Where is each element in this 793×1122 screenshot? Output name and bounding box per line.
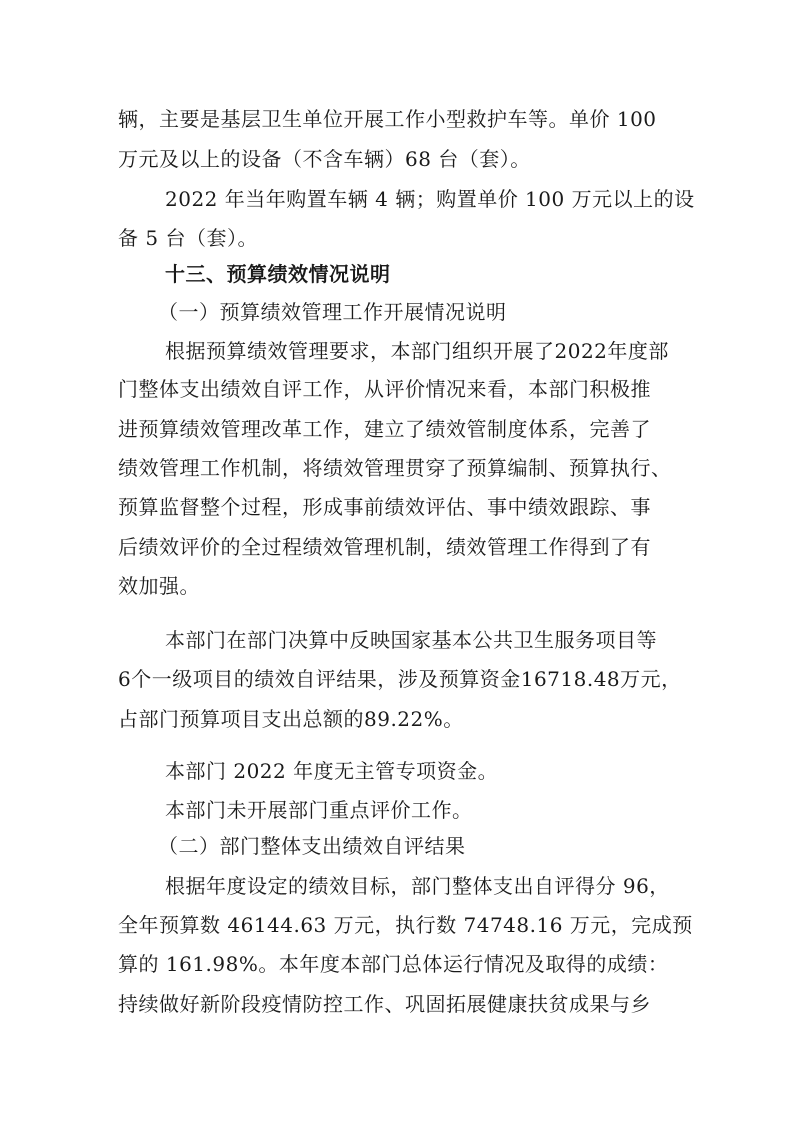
paragraph-line: 本部门在部门决算中反映国家基本公共卫生服务项目等 (165, 628, 657, 652)
paragraph-line: 效加强。 (118, 574, 200, 598)
paragraph-line: 备 5 台（套）。 (118, 226, 258, 250)
section-heading: 十三、预算绩效情况说明 (165, 262, 391, 286)
paragraph-line: 辆，主要是基层卫生单位开展工作小型救护车等。单价 100 (118, 107, 657, 131)
subsection-heading: （二）部门整体支出绩效自评结果 (158, 834, 466, 858)
paragraph-line: 全年预算数 46144.63 万元，执行数 74748.16 万元，完成预 (118, 913, 693, 937)
paragraph-line: 本部门未开展部门重点评价工作。 (165, 798, 473, 822)
paragraph-line: 持续做好新阶段疫情防控工作、巩固拓展健康扶贫成果与乡 (118, 992, 651, 1016)
paragraph-line: 6个一级项目的绩效自评结果，涉及预算资金16718.48万元， (118, 667, 682, 691)
paragraph-line: 门整体支出绩效自评工作，从评价情况来看，本部门积极推 (118, 377, 651, 401)
paragraph-line: 后绩效评价的全过程绩效管理机制，绩效管理工作得到了有 (118, 535, 651, 559)
subsection-heading: （一）预算绩效管理工作开展情况说明 (158, 300, 507, 324)
paragraph-line: 万元及以上的设备（不含车辆）68 台（套）。 (118, 147, 531, 171)
paragraph-line: 占部门预算项目支出总额的89.22%。 (118, 707, 464, 731)
paragraph-line: 进预算绩效管理改革工作，建立了绩效管制度体系，完善了 (118, 417, 651, 441)
paragraph-line: 预算监督整个过程，形成事前绩效评估、事中绩效跟踪、事 (118, 495, 651, 519)
paragraph-line: 根据预算绩效管理要求，本部门组织开展了2022年度部 (165, 339, 669, 363)
paragraph-line: 根据年度设定的绩效目标，部门整体支出自评得分 96， (165, 874, 670, 898)
paragraph-line: 算的 161.98%。本年度本部门总体运行情况及取得的成绩： (118, 952, 669, 976)
paragraph-line: 本部门 2022 年度无主管专项资金。 (165, 759, 499, 783)
paragraph-line: 绩效管理工作机制，将绩效管理贯穿了预算编制、预算执行、 (118, 456, 672, 480)
paragraph-line: 2022 年当年购置车辆 4 辆；购置单价 100 万元以上的设 (165, 187, 695, 211)
